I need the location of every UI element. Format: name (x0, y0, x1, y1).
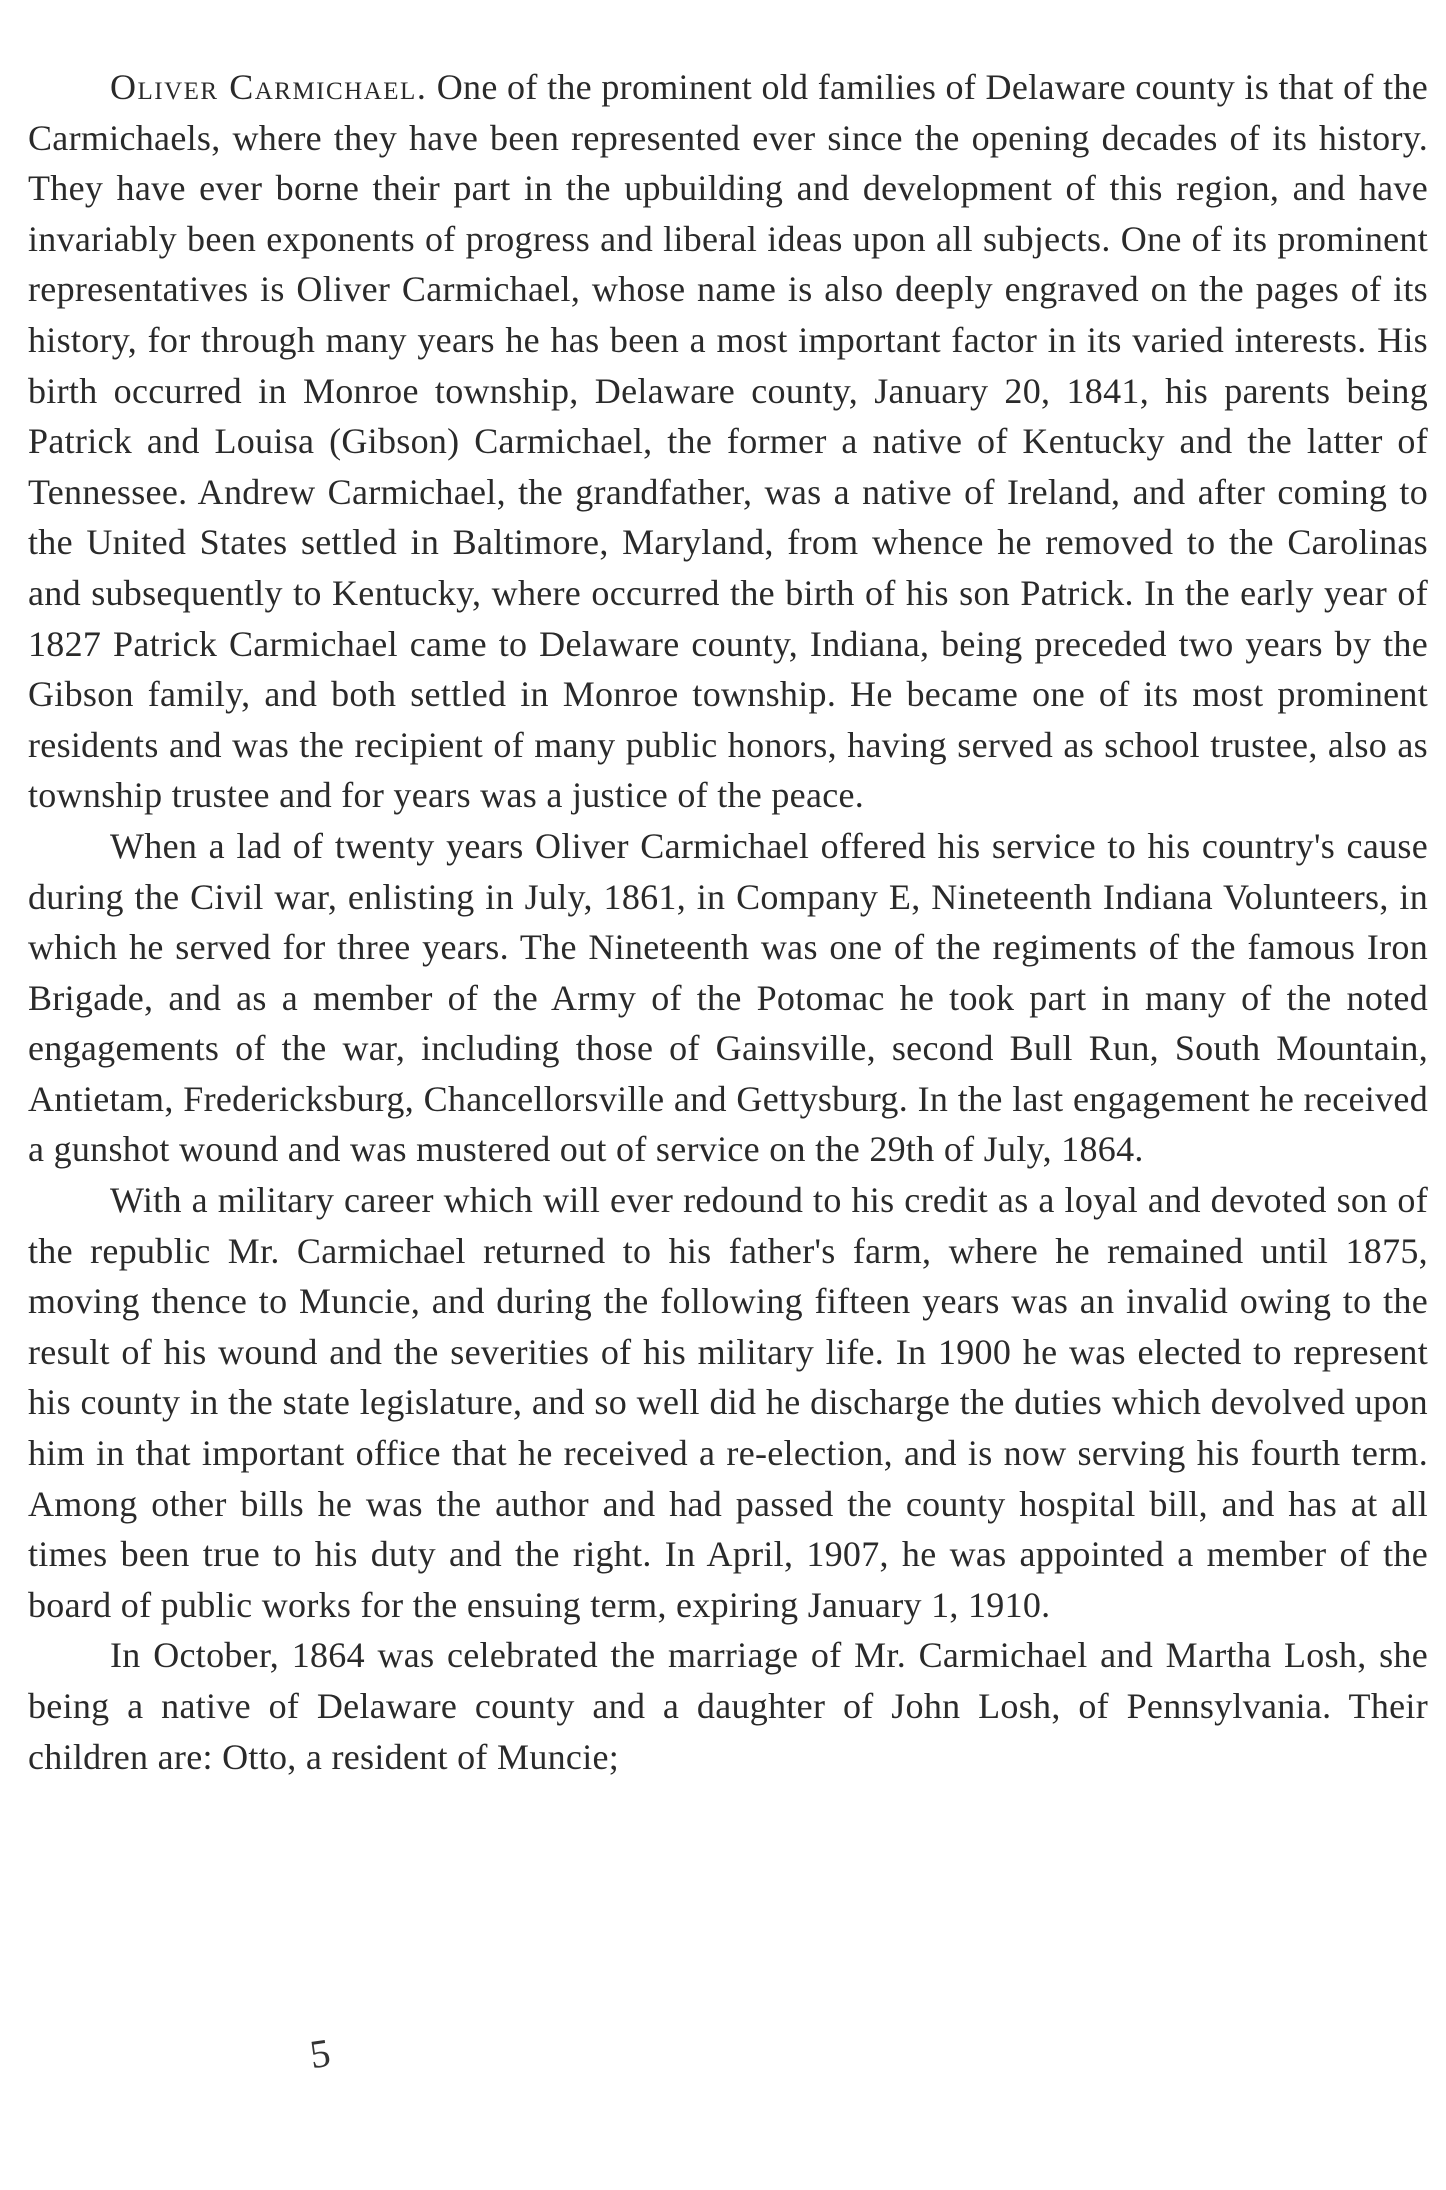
handwritten-mark: 5 (306, 2029, 334, 2078)
paragraph-2: When a lad of twenty years Oliver Carmichael offered his service to his country's cause during the Civil war, enlisting in July, 1861, in Company E, Nineteenth Indiana Volunteers, in which he served for three years. The Nineteenth was one of the regiments of the famous Iron Brigade, and as a member of the Army of the Potomac he took part in many of the noted engagements of the war, including those of Gainsville, second Bull Run, South Mountain, Antietam, Fredericksburg, Chancellorsville and Gettysburg. In the last engagement he received a gunshot wound and was mustered out of service on the 29th of July, 1864. (28, 825, 1428, 1170)
subject-name: Oliver Carmichael. (110, 67, 428, 107)
paragraph-3: With a military career which will ever redound to his credit as a loyal and devoted son of the republic Mr. Carmichael returned to his father's farm, where he remained until 1875, moving thence to Muncie, and during the following fifteen years was an invalid owing to the result of his wound and the severities of his military life. In 1900 he was elected to represent his county in the state legislature, and so well did he discharge the duties which devolved upon him in that important office that he received a re-election, and is now serving his fourth term. Among other bills he was the author and had passed the county hospital bill, and has at all times been true to his duty and the right. In April, 1907, he was appointed a member of the board of public works for the ensuing term, expiring January 1, 1910. (28, 1180, 1428, 1625)
paragraph-1-text: One of the prominent old families of Delaware county is that of the Carmichaels, where they have been represented ever since the opening decades of its history. They have ever borne their part in the upbuilding and development of this region, and have invariably been exponents of progress and liberal ideas upon all subjects. One of its prominent representatives is Oliver Carmichael, whose name is also deeply engraved on the pages of its history, for through many years he has been a most important factor in its varied interests. His birth occurred in Monroe township, Delaware county, January 20, 1841, his parents being Patrick and Louisa (Gibson) Carmichael, the former a native of Kentucky and the latter of Tennessee. Andrew Carmichael, the grandfather, was a native of Ireland, and after coming to the United States settled in Baltimore, Maryland, from whence he removed to the Carolinas and subsequently to Kentucky, where occurred the birth of his son Patrick. In the early year of 1827 Patrick Carmichael came to Delaware county, Indiana, being preceded two years by the Gibson family, and both settled in Monroe township. He became one of its most prominent residents and was the recipient of many public honors, having served as school trustee, also as township trustee and for years was a justice of the peace. (28, 67, 1428, 816)
document-page (28, 62, 1428, 1782)
paragraph-4: In October, 1864 was celebrated the marriage of Mr. Carmichael and Martha Losh, she being a native of Delaware county and a daughter of John Losh, of Pennsylvania. Their children are: Otto, a resident of Muncie; (28, 1635, 1428, 1777)
paragraph-1 (28, 62, 1428, 821)
